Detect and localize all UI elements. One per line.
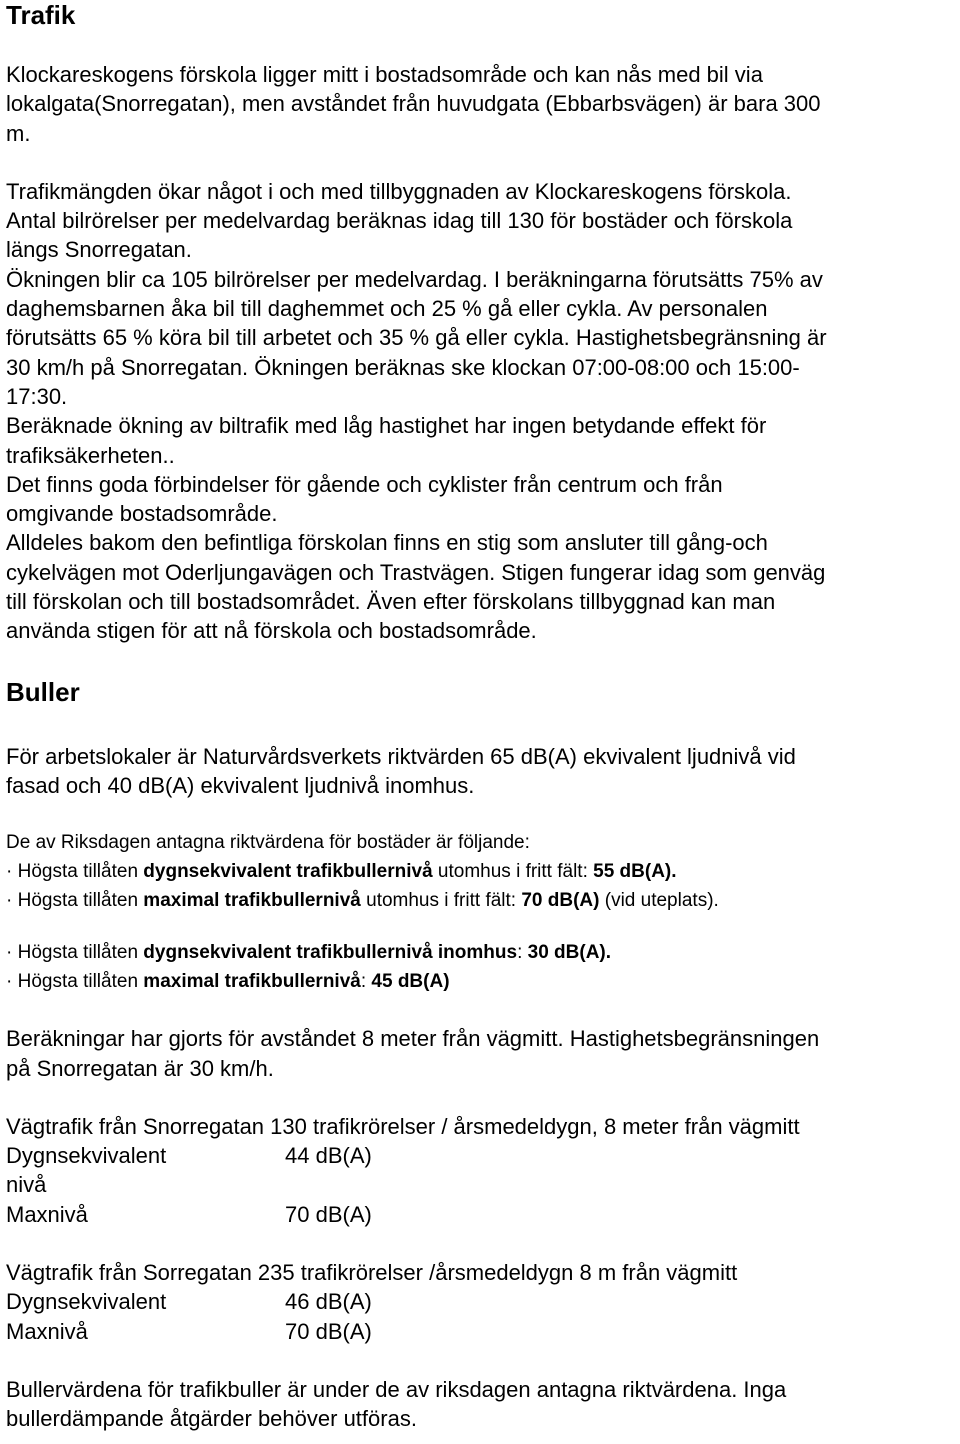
row-label: Dygnsekvivalent [6, 1143, 167, 1169]
guideline-text: · Högsta tillåten [6, 861, 144, 883]
row-value: 46 dB(A) [285, 1289, 372, 1315]
text-line: längs Snorregatan. [6, 237, 192, 263]
case-row-maxniva [6, 1317, 958, 1346]
guideline-bold: dygnsekvivalent trafikbullernivå [143, 861, 433, 883]
section-heading-trafik: Trafik [6, 0, 76, 30]
riksdag-guidelines [6, 828, 958, 996]
case-row-dygnsekvivalent [6, 1141, 958, 1170]
text-line: För arbetslokaler är Naturvårdsverkets riktvärden 65 dB(A) ekvivalent ljudnivå vid [6, 743, 796, 769]
case-title: Vägtrafik från Sorregatan 235 trafikrörelser /årsmedeldygn 8 m från vägmitt [6, 1260, 738, 1286]
conclusion-paragraph [6, 1375, 958, 1434]
text-line: 30 km/h på Snorregatan. Ökningen beräknas ske klockan 07:00-08:00 och 15:00- [6, 354, 800, 380]
guidelines-intro: De av Riksdagen antagna riktvärdena för bostäder är följande: [6, 832, 530, 854]
text-line: lokalgata(Snorregatan), men avståndet från huvudgata (Ebbarbsvägen) är bara 300 [6, 91, 821, 117]
text-line: daghemsbarnen åka bil till daghemmet och 25 % gå eller cykla. Av personalen [6, 296, 768, 322]
row-label: Maxnivå [6, 1318, 88, 1344]
text-line: Bullervärdena för trafikbuller är under de av riksdagen antagna riktvärdena. Inga [6, 1376, 787, 1402]
row-label: Dygnsekvivalent [6, 1289, 167, 1315]
text-line: till förskolan och till bostadsområdet. Även efter förskolans tillbyggnad kan man [6, 589, 776, 615]
traffic-case-130 [6, 1112, 958, 1229]
guideline-text: · Högsta tillåten [6, 942, 144, 964]
text-line: på Snorregatan är 30 km/h. [6, 1055, 274, 1081]
text-line: använda stigen för att nå förskola och bostadsområde. [6, 618, 537, 644]
text-line: Det finns goda förbindelser för gående och cyklister från centrum och från [6, 471, 723, 497]
text-line: m. [6, 120, 31, 146]
text-line: Klockareskogens förskola ligger mitt i bostadsområde och kan nås med bil via [6, 62, 763, 87]
case-row-maxniva [6, 1200, 958, 1229]
case-row-label-continued [6, 1170, 958, 1199]
text-line: trafiksäkerheten.. [6, 442, 175, 468]
guideline-item [6, 967, 958, 996]
guideline-value: 55 dB(A). [593, 861, 677, 883]
guideline-bold: dygnsekvivalent trafikbullernivå inomhus [143, 942, 518, 964]
guideline-text: : [360, 971, 372, 993]
text-line: fasad och 40 dB(A) ekvivalent ljudnivå inomhus. [6, 772, 475, 798]
row-value: 44 dB(A) [285, 1143, 372, 1169]
traffic-case-235 [6, 1258, 958, 1346]
guideline-text: · Högsta tillåten [6, 971, 144, 993]
guideline-text: (vid uteplats). [599, 890, 719, 912]
text-line: Alldeles bakom den befintliga förskolan finns en stig som ansluter till gång-och [6, 530, 768, 556]
text-line: cykelvägen mot Oderljungavägen och Trastvägen. Stigen fungerar idag som genväg [6, 559, 826, 585]
row-label: Maxnivå [6, 1201, 88, 1227]
guideline-value: 70 dB(A) [521, 890, 600, 912]
text-line: Antal bilrörelser per medelvardag beräknas idag till 130 för bostäder och förskola [6, 208, 793, 234]
text-line: Trafikmängden ökar något i och med tillbyggnaden av Klockareskogens förskola. [6, 178, 792, 204]
case-title: Vägtrafik från Snorregatan 130 trafikrörelser / årsmedeldygn, 8 meter från vägmitt [6, 1113, 800, 1139]
guideline-text: · Högsta tillåten [6, 890, 144, 912]
text-line: Ökningen blir ca 105 bilrörelser per medelvardag. I beräkningarna förutsätts 75% av [6, 266, 823, 292]
guideline-value: 45 dB(A) [371, 971, 450, 993]
text-line: 17:30. [6, 383, 68, 409]
case-row-dygnsekvivalent [6, 1287, 958, 1316]
guideline-item [6, 857, 958, 886]
row-value: 70 dB(A) [285, 1318, 372, 1344]
trafik-body-paragraph [6, 177, 958, 646]
document-page [6, 0, 958, 1434]
guideline-text: utomhus i fritt fält: [432, 861, 594, 883]
guideline-bold: maximal trafikbullernivå [143, 890, 361, 912]
row-label: nivå [6, 1172, 47, 1198]
guideline-text: : [517, 942, 528, 964]
guideline-text: utomhus i fritt fält: [360, 890, 522, 912]
text-line: Beräkningar har gjorts för avståndet 8 meter från vägmitt. Hastighetsbegränsningen [6, 1026, 820, 1052]
text-line: Beräknade ökning av biltrafik med låg hastighet har ingen betydande effekt för [6, 413, 767, 439]
guideline-item [6, 938, 958, 967]
calc-paragraph [6, 1024, 958, 1083]
guideline-value: 30 dB(A). [527, 942, 612, 964]
row-value: 70 dB(A) [285, 1201, 372, 1227]
guideline-item [6, 886, 958, 915]
section-heading-buller: Buller [6, 676, 80, 707]
text-line: förutsätts 65 % köra bil till arbetet och 35 % gå eller cykla. Hastighetsbegränsning är [6, 325, 827, 351]
guideline-bold: maximal trafikbullernivå [143, 971, 361, 993]
buller-work-paragraph [6, 742, 958, 801]
text-line: omgivande bostadsområde. [6, 501, 278, 527]
text-line: bullerdämpande åtgärder behöver utföras. [6, 1406, 417, 1432]
trafik-intro-paragraph [6, 60, 958, 148]
